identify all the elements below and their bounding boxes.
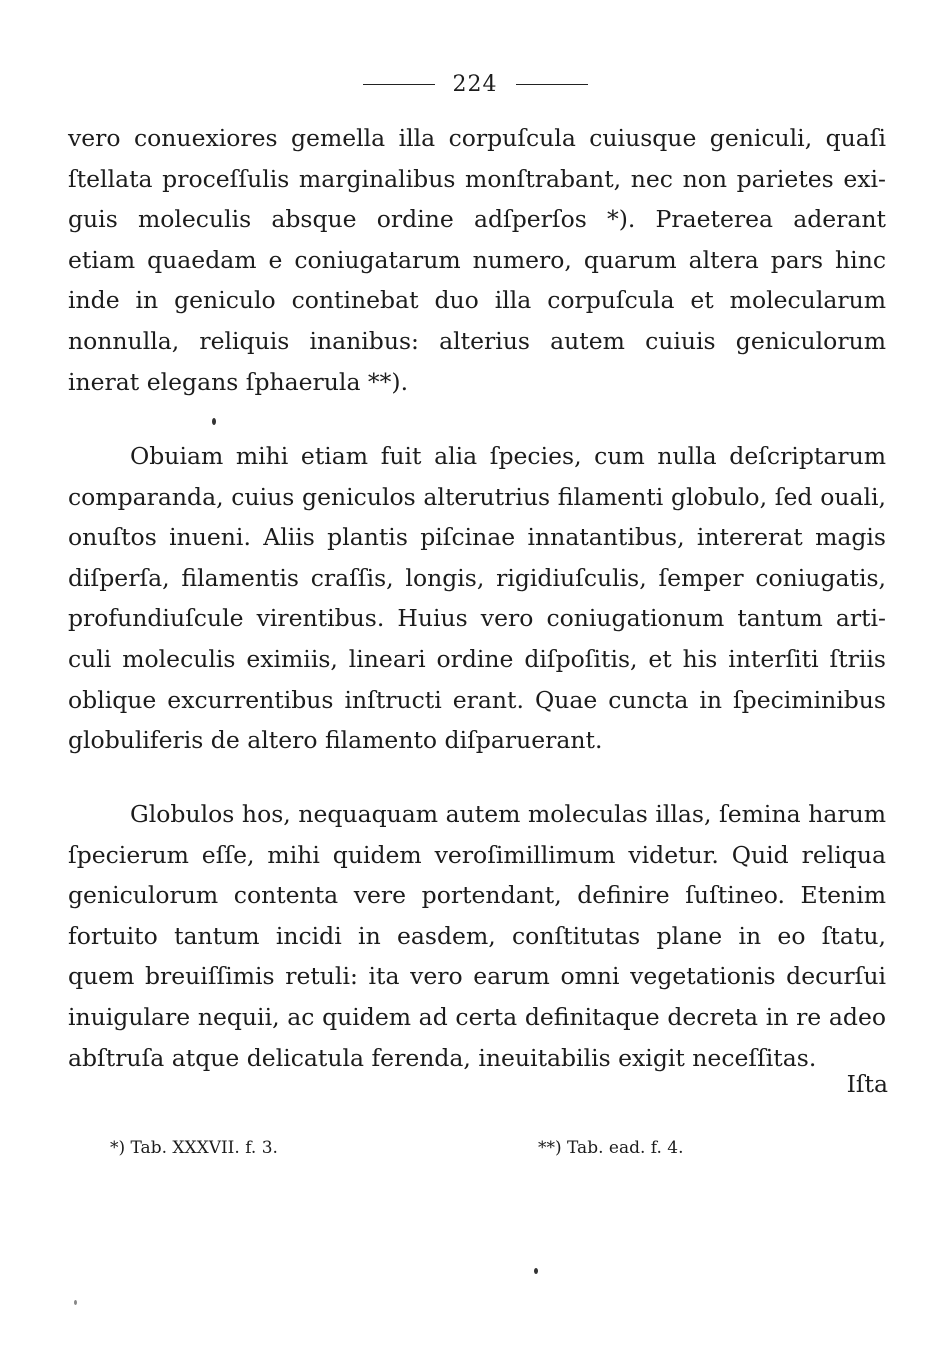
text-line: inuigulare nequii, ac quidem ad certa definitaque decreta in re adeo <box>68 1002 886 1031</box>
text-line: ſtellata proceſſulis marginalibus monſtrabant, nec non parietes exi- <box>68 164 886 193</box>
header-rule-right <box>516 84 588 85</box>
text-line: fortuito tantum incidi in easdem, conſtitutas plane in eo ſtatu, <box>68 921 886 950</box>
paper-speck <box>212 418 216 425</box>
text-line: abſtruſa atque delicatula ferenda, ineuitabilis exigit neceſſitas. <box>68 1043 817 1072</box>
footnote-2: **) Tab. ead. f. 4. <box>538 1138 684 1158</box>
text-line: etiam quaedam e coniugatarum numero, quarum altera pars hinc <box>68 245 886 274</box>
text-line: guis moleculis absque ordine adſperſos *). Praeterea aderant <box>68 205 886 234</box>
text-line: vero conuexiores gemella illa corpuſcula cuiusque geniculi, quaſi <box>68 124 886 152</box>
header-rule-left <box>363 84 435 85</box>
text-line: profundiuſcule virentibus. Huius vero coniugationum tantum arti- <box>68 604 886 633</box>
paper-speck <box>534 1268 538 1274</box>
paragraph-2 <box>68 436 886 761</box>
text-line: globuliferis de altero filamento diſparuerant. <box>68 726 603 755</box>
text-line: Globulos hos, nequaquam autem moleculas illas, ſemina harum <box>130 800 886 828</box>
text-line: nonnulla, reliquis inanibus: alterius autem cuiuis geniculorum <box>68 326 886 355</box>
text-line: oblique excurrentibus inſtructi erant. Quae cuncta in ſpeciminibus <box>68 685 886 714</box>
text-line: comparanda, cuius geniculos alterutrius filamenti globulo, ſed ouali, <box>68 482 886 511</box>
text-line: inerat elegans ſphaerula **). <box>68 367 409 396</box>
text-line: onuſtos inueni. Aliis plantis piſcinae innatantibus, intererat magis <box>68 523 886 552</box>
catchword: Iſta <box>846 1070 888 1098</box>
text-line: culi moleculis eximiis, lineari ordine diſpoſitis, et his interſiti ſtriis <box>68 644 886 673</box>
paragraph-1 <box>68 118 886 402</box>
paragraph-3 <box>68 794 886 1078</box>
page-header <box>0 72 950 97</box>
page-number: 224 <box>452 72 498 97</box>
text-line: Obuiam mihi etiam fuit alia ſpecies, cum nulla deſcriptarum <box>130 442 886 470</box>
footnotes <box>110 1138 810 1158</box>
text-line: quem breuiſſimis retuli: ita vero earum omni vegetationis decurſui <box>68 962 886 991</box>
footnote-1: *) Tab. XXXVII. f. 3. <box>110 1138 278 1158</box>
text-line: ſpecierum eſſe, mihi quidem veroſimillimum videtur. Quid reliqua <box>68 840 886 869</box>
paper-speck <box>74 1300 77 1305</box>
text-line: diſperſa, filamentis craſſis, longis, rigidiuſculis, ſemper coniugatis, <box>68 563 886 592</box>
text-line: inde in geniculo continebat duo illa corpuſcula et molecularum <box>68 286 886 315</box>
text-line: geniculorum contenta vere portendant, definire ſuſtineo. Etenim <box>68 881 886 910</box>
